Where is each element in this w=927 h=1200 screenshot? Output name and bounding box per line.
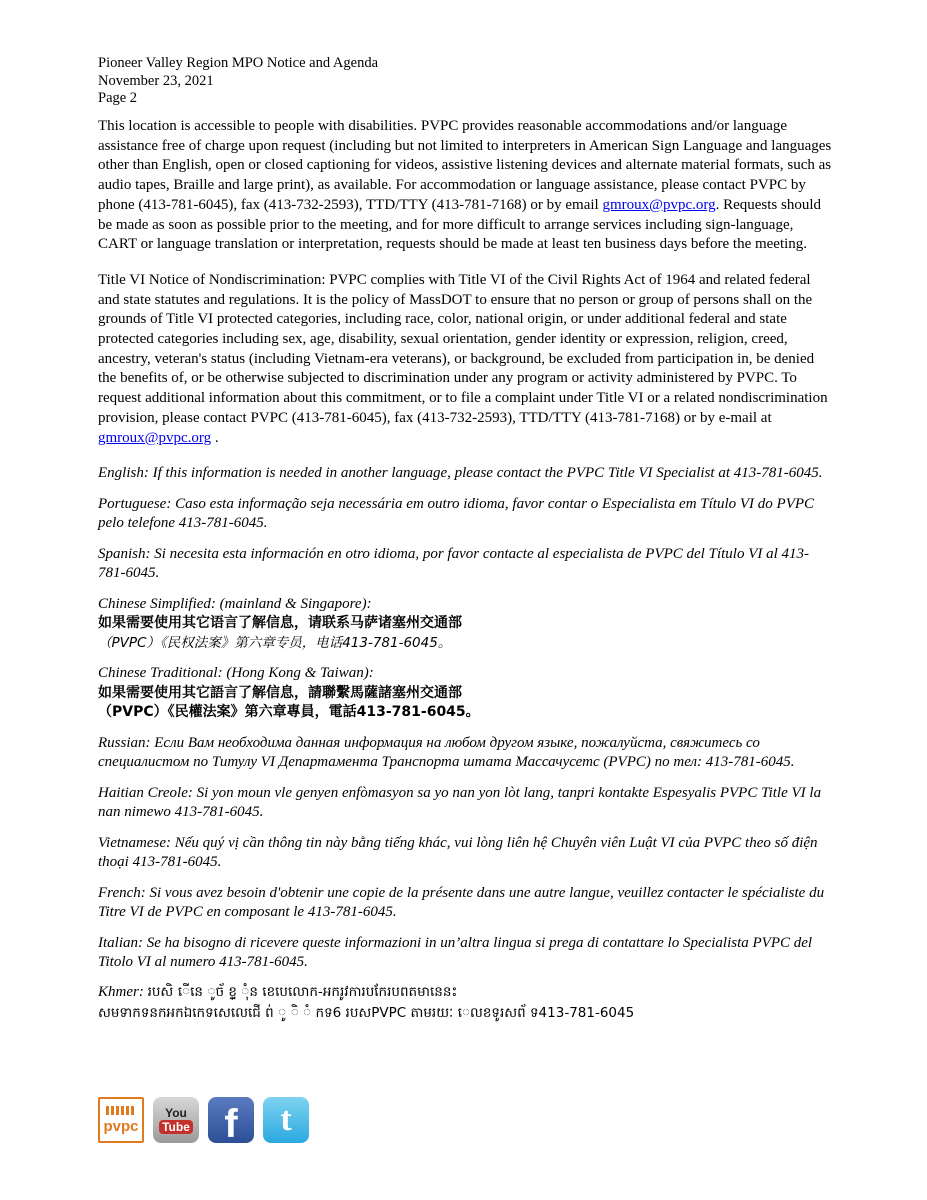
chinese-traditional-label: Chinese Traditional: (Hong Kong & Taiwan): xyxy=(98,665,374,682)
title-vi-paragraph xyxy=(98,271,833,448)
vietnamese-notice: Vietnamese: Nếu quý vị cần thông tin này bằng tiếng khác, vui lòng liên hệ Chuyên viên Luật VI của PVPC theo số điện thoại 413-781-6045. xyxy=(98,834,818,871)
page-header xyxy=(98,55,378,108)
khmer-label: Khmer: xyxy=(98,983,144,1000)
accessibility-text-2: . Requests should be made as soon as possible prior to the meeting, and for more difficult to arrange services including sign-language, CART or language translation or interpretation, requests should be made at least ten business days before the meeting. xyxy=(98,196,822,253)
facebook-glyph: f xyxy=(224,1102,238,1146)
khmer-line-1: របសិ ើនេ ូច័ ខ្ទ្ ុំន ខេបេលោក-អករូវការបកែរបពតមានេនះ xyxy=(147,983,458,1000)
header-date: November 23, 2021 xyxy=(98,72,214,89)
header-page-number: Page 2 xyxy=(98,90,138,106)
chinese-simplified-notice xyxy=(98,595,833,654)
pvpc-logo-stripes xyxy=(106,1106,136,1115)
title-vi-text-2: . xyxy=(211,429,219,446)
khmer-notice xyxy=(98,982,833,1024)
document-body xyxy=(98,117,833,1024)
email-link[interactable]: gmroux@pvpc.org xyxy=(602,196,716,213)
haitian-creole-notice: Haitian Creole: Si yon moun vle genyen enfòmasyon sa yo nan yon lòt lang, tanpri kontakte Espesyalis PVPC Title VI la nan nimewo 413-781-6045. xyxy=(98,784,822,821)
chinese-traditional-line-1: 如果需要使用其它語言了解信息，請聯繫馬薩諸塞州交通部 xyxy=(98,684,462,701)
accessibility-text-1: This location is accessible to people with disabilities. PVPC provides reasonable accommodations and/or language assistance free of charge upon request (including but not limited to interpreters in American Sign Language and languages other than English, open or closed captioning for videos, assistive listening devices and alternate material formats, such as audio tapes, Braille and large print), as available. For accommodation or language assistance, please contact PVPC by phone (413-781-6045), fax (413-732-2593), TTD/TTY (413-781-7168) or by email xyxy=(98,118,832,213)
french-notice: French: Si vous avez besoin d'obtenir une copie de la présente dans une autre langue, veuillez contacter le spécialiste du Titre VI de PVPC en composant le 413-781-6045. xyxy=(98,884,825,921)
email-link[interactable]: gmroux@pvpc.org xyxy=(98,429,212,446)
khmer-line-2: សមទាកទនកអកឯកេទសេលេជើ ព់ ូ ិ ំ កទ6 របសPVPC តាមរយៈ េលខទូរសព័ ទ413-781-6045 xyxy=(98,1004,635,1021)
russian-notice: Russian: Если Вам необходима данная информация на любом другом языке, пожалуйста, свяжитесь со специалистом по Титулу VI Департамента Транспорта штата Массачусетс (PVPC) по тел: 413-781-6045. xyxy=(98,734,795,771)
header-title: Pioneer Valley Region MPO Notice and Agenda xyxy=(98,55,379,71)
twitter-icon[interactable] xyxy=(263,1097,309,1143)
title-vi-text-1: Title VI Notice of Nondiscrimination: PVPC complies with Title VI of the Civil Rights Act of 1964 and related federal and state statutes and regulations. It is the policy of MassDOT to ensure that no person or group of persons shall on the grounds of Title VI protected categories, including race, color, national origin, or under additional federal and state protected categories including sex, age, disability, sexual orientation, gender identity or expression, religion, creed, ancestry, veteran's status (including Vietnam-era veterans), or background, be excluded from participation in, be denied the benefits of, or be otherwise subjected to discrimination under any program or activity administered by PVPC. To request additional information about this commitment, or to file a complaint under Title VI or a related nondiscrimination provision, please contact PVPC (413-781-6045), fax (413-732-2593), TTD/TTY (413-781-7168) or by e-mail at xyxy=(98,271,828,426)
pvpc-logo-text: pvpc xyxy=(103,1117,139,1135)
chinese-simplified-line-1: 如果需要使用其它语言了解信息，请联系马萨诸塞州交通部 xyxy=(98,615,462,632)
portuguese-notice: Portuguese: Caso esta informação seja necessária em outro idioma, favor contar o Especialista em Título VI do PVPC pelo telefone 413-781-6045. xyxy=(98,495,815,532)
italian-notice: Italian: Se ha bisogno di ricevere queste informazioni in un’altra lingua si prega di contattare lo Specialista PVPC del Titolo VI al numero 413-781-6045. xyxy=(98,934,813,971)
twitter-glyph: t xyxy=(280,1101,292,1138)
spanish-notice: Spanish: Si necesita esta información en otro idioma, por favor contacte al especialista de PVPC del Título VI al 413-781-6045. xyxy=(98,545,810,582)
chinese-traditional-notice xyxy=(98,664,833,723)
chinese-traditional-line-2: （PVPC）《民權法案》第六章專員，電話413-781-6045。 xyxy=(98,704,480,721)
social-icons xyxy=(98,1097,309,1146)
chinese-simplified-label: Chinese Simplified: (mainland & Singapore): xyxy=(98,595,372,612)
english-notice: English: If this information is needed in another language, please contact the PVPC Title VI Specialist at 413-781-6045. xyxy=(98,465,823,482)
accessibility-paragraph xyxy=(98,117,833,255)
youtube-tube-text: Tube xyxy=(159,1120,193,1134)
facebook-icon[interactable] xyxy=(208,1097,254,1146)
youtube-you-text: You xyxy=(165,1105,187,1120)
youtube-icon[interactable] xyxy=(153,1097,199,1143)
pvpc-logo-icon[interactable] xyxy=(98,1097,144,1143)
chinese-simplified-line-2: （PVPC）《民权法案》第六章专员，电话413-781-6045。 xyxy=(98,634,452,651)
